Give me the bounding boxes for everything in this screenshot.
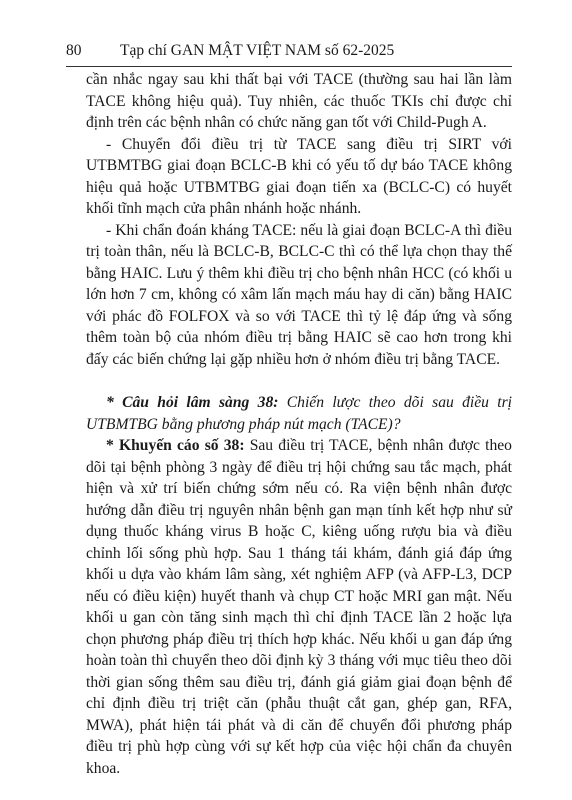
clinical-question-label: * Câu hỏi lâm sàng 38: bbox=[106, 394, 279, 411]
clinical-question bbox=[86, 392, 512, 435]
paragraph-sirt-conversion: - Chuyển đổi điều trị từ TACE sang điều trị SIRT với UTBMTBG giai đoạn BCLC-B khi có yếu tố dự báo TACE không hiệu quả hoặc UTBMTBG giai đoạn tiến xa (BCLC-C) có huyết khối tĩnh mạch cửa phân nhánh hoặc nhánh. bbox=[86, 135, 512, 217]
recommendation-text: Sau điều trị TACE, bệnh nhân được theo dõi tại bệnh phòng 3 ngày để điều trị hội chứng sau tắc mạch, phát hiện và xử trí biến chứng sớm nếu có. Ra viện bệnh nhân được hướng dẫn điều trị nguyên nhân bệnh gan mạn tính kết hợp như sử dụng thuốc kháng virus B hoặc C, kiêng uống rượu bia và điều chỉnh lối sống phù hợp. Sau 1 tháng tái khám, đánh giá đáp ứng khối u dựa vào khám lâm sàng, xét nghiệm AFP (và AFP-L3, DCP nếu có điều kiện) huyết thanh và chụp CT hoặc MRI gan mật. Nếu khối u gan còn tăng sinh mạch thì chỉ định TACE lần 2 hoặc lựa chọn phương pháp điều trị thích hợp khác. Nếu khối u gan đáp ứng hoàn toàn thì chuyển theo dõi định kỳ 3 tháng với mục tiêu theo dõi thời gian sống thêm sau điều trị, đánh giá giảm giai đoạn bệnh để chỉ định điều trị triệt căn (phẫu thuật cắt gan, ghép gan, RFA, MWA), phát hiện tái phát và di căn để chuyển đổi phương pháp điều trị phù hợp cùng với sự kết hợp của việc hội chẩn đa chuyên khoa. bbox=[86, 437, 512, 777]
page-header bbox=[66, 43, 512, 59]
paragraph-spacer bbox=[86, 370, 512, 392]
header-rule bbox=[66, 66, 512, 67]
recommendation bbox=[86, 435, 512, 779]
page-number: 80 bbox=[66, 42, 82, 59]
journal-title: Tạp chí GAN MẬT VIỆT NAM số 62-2025 bbox=[120, 42, 395, 59]
recommendation-label: * Khuyến cáo số 38: bbox=[106, 437, 245, 454]
paragraph-tace-resistance: - Khi chẩn đoán kháng TACE: nếu là giai đoạn BCLC-A thì điều trị toàn thân, nếu là BCLC-B, BCLC-C thì có thể lựa chọn thay thế bằng HAIC. Lưu ý thêm khi điều trị cho bệnh nhân HCC (có khối u lớn hơn 7 cm, không có xâm lấn mạch máu hay di căn) bằng HAIC với phác đồ FOLFOX và so với TACE thì tỷ lệ đáp ứng và sống thêm toàn bộ của nhóm điều trị bằng HAIC sẽ cao hơn trong khi đấy các biến chứng lại gặp nhiều hơn ở nhóm điều trị bằng TACE. bbox=[86, 221, 512, 368]
clinical-question-text: Chiến lược theo dõi sau điều trị UTBMTBG bằng phương pháp nút mạch (TACE)? bbox=[86, 394, 512, 433]
paragraph-continuation: cần nhắc ngay sau khi thất bại với TACE (thường sau hai lần làm TACE không hiệu quả). Tuy nhiên, các thuốc TKIs chỉ được chỉ định trên các bệnh nhân có chức năng gan tốt với Child-Pugh A. bbox=[86, 71, 512, 131]
page-body bbox=[86, 69, 512, 779]
